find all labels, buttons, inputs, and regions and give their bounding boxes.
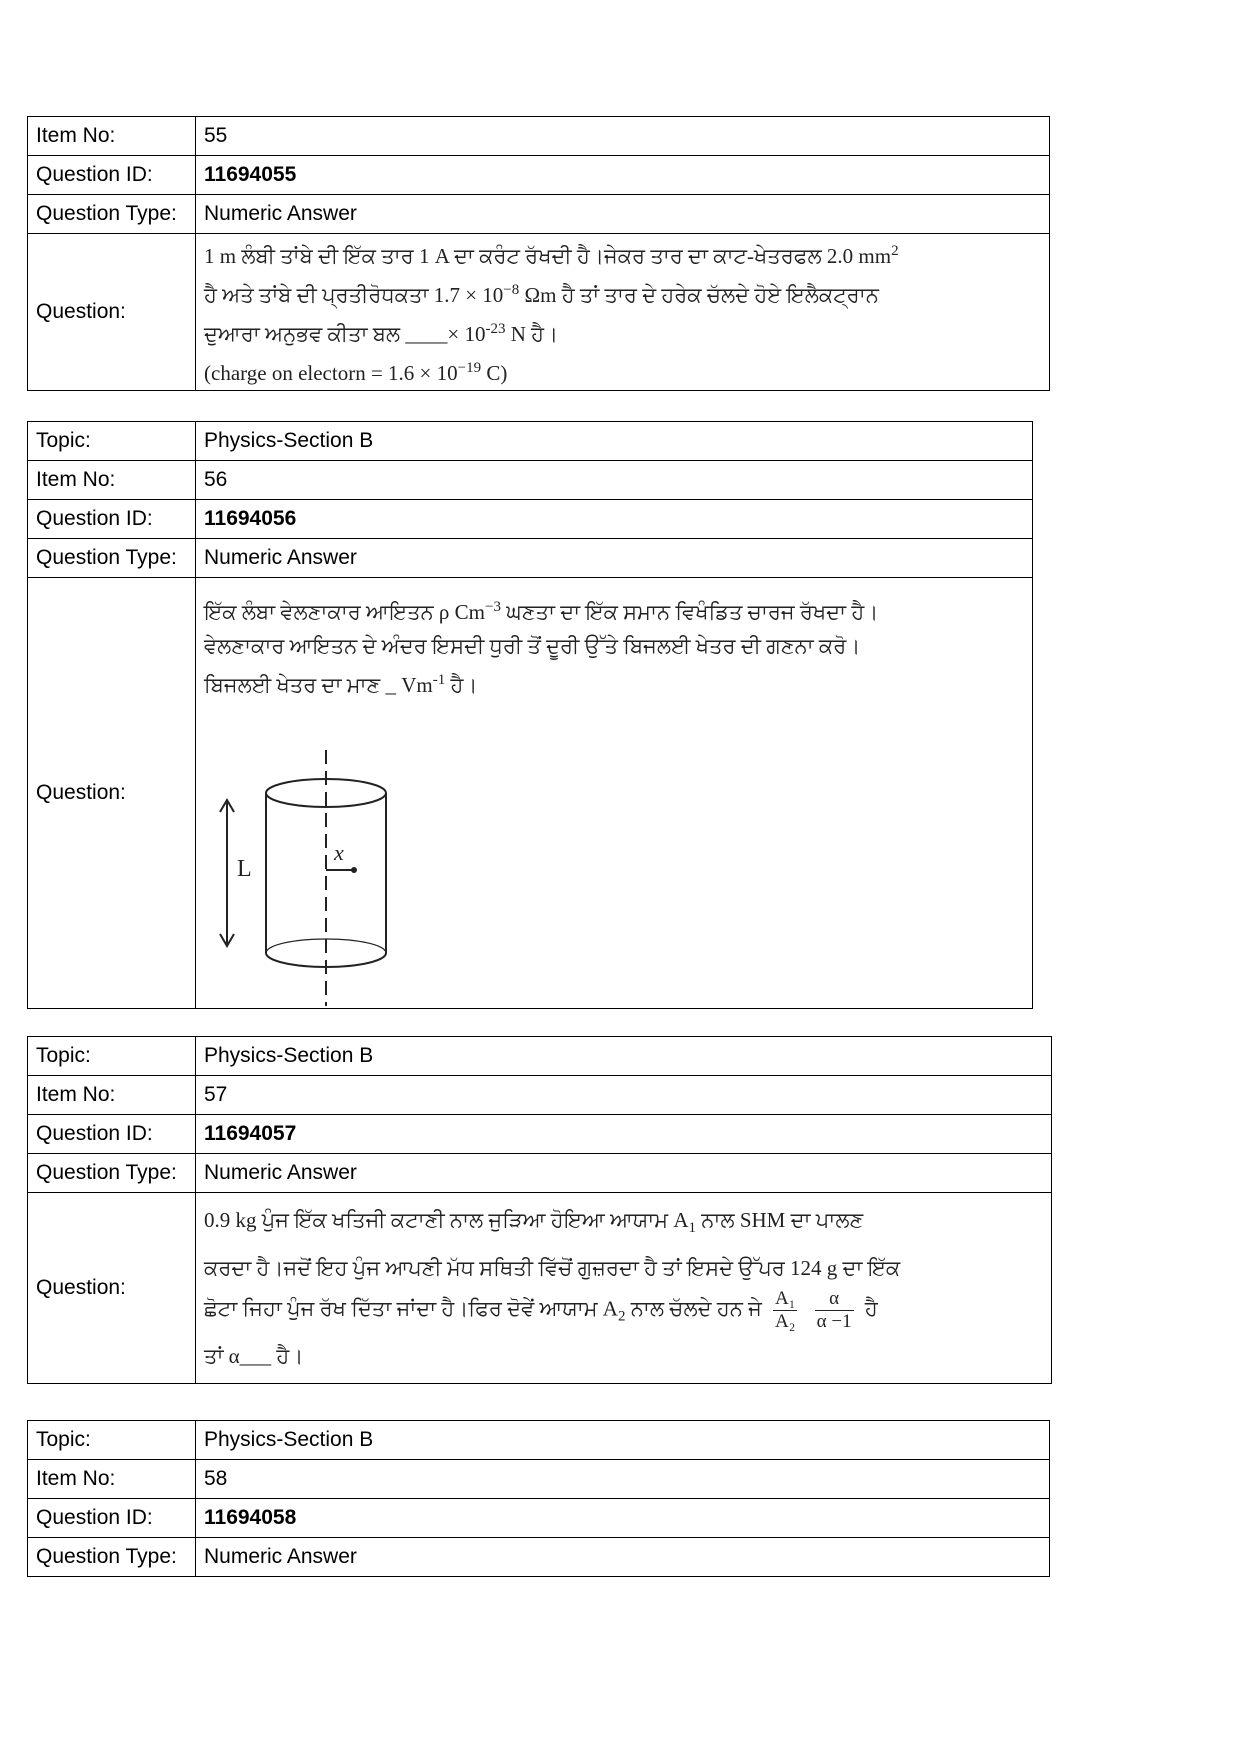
question-type-label: Question Type: xyxy=(28,195,196,234)
question-line: ਵੇਲਣਾਕਾਰ ਆਇਤਨ ਦੇ ਅੰਦਰ ਇਸਦੀ ਧੁਰੀ ਤੋਂ ਦੂਰੀ ਉੱਤੇ ਬਿਜਲਈ ਖੇਤਰ ਦੀ ਗਣਨਾ ਕਰੋ। xyxy=(204,634,861,658)
question-id-label: Question ID: xyxy=(28,500,196,539)
question-table-56 xyxy=(27,421,1033,1009)
question-line: ਕਰਦਾ ਹੈ।ਜਦੋਂ ਇਹ ਪੁੰਜ ਆਪਣੀ ਮੱਧ ਸਥਿਤੀ ਵਿੱਚੋਂ ਗੁਜ਼ਰਦਾ ਹੈ ਤਾਂ ਇਸਦੇ ਉੱਪਰ 124 g ਦਾ ਇੱਕ xyxy=(204,1255,901,1280)
question-line: 1 m ਲੰਬੀ ਤਾਂਬੇ ਦੀ ਇੱਕ ਤਾਰ 1 A ਦਾ ਕਰੰਟ ਰੱਖਦੀ ਹੈ।ਜੇਕਰ ਤਾਰ ਦਾ ਕਾਟ-ਖੇਤਰਫਲ 2.0 $mm^2$ xyxy=(204,243,899,268)
item-no-value: 57 xyxy=(196,1076,1052,1115)
question-id-label: Question ID: xyxy=(28,156,196,195)
question-label: Question: xyxy=(28,234,196,391)
ratio-fraction: $\frac{\text{A₁}}{\text{A₂}}$ xyxy=(775,1287,796,1332)
question-line: ਬਿਜਲਈ ਖੇਤਰ ਦਾ ਮਾਣ _ $Vm^{-1}$ ਹੈ। xyxy=(204,672,478,697)
question-type-value: Numeric Answer xyxy=(196,1154,1052,1193)
point-dot xyxy=(351,867,357,873)
alpha-fraction: $\frac{\alpha}{\alpha -1}$ xyxy=(816,1287,852,1332)
question-id-value: 11694057 xyxy=(196,1115,1052,1154)
item-no-label: Item No: xyxy=(28,117,196,156)
question-type-label: Question Type: xyxy=(28,1154,196,1193)
distance-label: x xyxy=(334,840,344,865)
question-id-value: 11694055 xyxy=(196,156,1050,195)
question-type-value: Numeric Answer xyxy=(196,539,1033,578)
topic-value: Physics-Section B xyxy=(196,422,1033,461)
item-no-value: 56 xyxy=(196,461,1033,500)
topic-value: Physics-Section B xyxy=(196,1037,1052,1076)
question-type-value: Numeric Answer xyxy=(196,195,1050,234)
question-type-value: Numeric Answer xyxy=(196,1538,1050,1577)
question-line: ਹੈ ਅਤੇ ਤਾਂਬੇ ਦੀ ਪ੍ਰਤੀਰੋਧਕਤਾ $1.7 \times 10^{-8}$ Ωm ਹੈ ਤਾਂ ਤਾਰ ਦੇ ਹਰੇਕ ਚੱਲਦੇ ਹੋਏ ਇਲੈਕਟ੍ਰਾਨ xyxy=(204,282,879,307)
item-no-label: Item No: xyxy=(28,1076,196,1115)
item-no-value: 55 xyxy=(196,117,1050,156)
question-label: Question: xyxy=(28,578,196,1009)
question-text xyxy=(196,578,1033,1009)
question-line: ਦੁਆਰਾ ਅਨੁਭਵ ਕੀਤਾ ਬਲ ____× $10^{-23}$ N ਹੈ। xyxy=(204,321,559,346)
topic-value: Physics-Section B xyxy=(196,1421,1050,1460)
question-line: 0.9 kg ਪੁੰਜ ਇੱਕ ਖਤਿਜੀ ਕਟਾਣੀ ਨਾਲ ਜੁੜਿਆ ਹੋਇਆ ਆਯਾਮ $A_1$ ਨਾਲ SHM ਦਾ ਪਾਲਣ xyxy=(204,1207,864,1236)
question-line: ਤਾਂ α___ ਹੈ। xyxy=(204,1344,304,1369)
question-id-value: 11694056 xyxy=(196,500,1033,539)
question-type-label: Question Type: xyxy=(28,1538,196,1577)
question-table-55 xyxy=(27,116,1050,391)
question-line: ਛੋਟਾ ਜਿਹਾ ਪੁੰਜ ਰੱਖ ਦਿੱਤਾ ਜਾਂਦਾ ਹੈ।ਫਿਰ ਦੋਵੇਂ ਆਯਾਮ $A_2$ ਨਾਲ ਚੱਲਦੇ ਹਨ ਜੇ $\frac{\text{A₁}}{\text{A₂}}$ $\frac{\alpha}{\alpha -1}$ ਹੈ xyxy=(204,1287,878,1332)
question-text xyxy=(196,1193,1052,1384)
topic-label: Topic: xyxy=(28,422,196,461)
topic-label: Topic: xyxy=(28,1037,196,1076)
question-line: ਇੱਕ ਲੰਬਾ ਵੇਲਣਾਕਾਰ ਆਇਤਨ ρ $Cm^{-3}$ ਘਣਤਾ ਦਾ ਇੱਕ ਸਮਾਨ ਵਿਖੰਡਿਤ ਚਾਰਜ ਰੱਖਦਾ ਹੈ। xyxy=(204,599,879,624)
question-id-label: Question ID: xyxy=(28,1115,196,1154)
question-id-value: 11694058 xyxy=(196,1499,1050,1538)
question-label: Question: xyxy=(28,1193,196,1384)
topic-label: Topic: xyxy=(28,1421,196,1460)
item-no-label: Item No: xyxy=(28,1460,196,1499)
length-label: L xyxy=(237,856,252,882)
question-table-58 xyxy=(27,1420,1050,1577)
question-table-57 xyxy=(27,1036,1052,1384)
question-id-label: Question ID: xyxy=(28,1499,196,1538)
question-line: (charge on electorn = $1.6 \times 10^{-19}$ C) xyxy=(204,360,508,385)
question-text xyxy=(196,234,1050,391)
item-no-label: Item No: xyxy=(28,461,196,500)
cylinder-figure xyxy=(204,748,404,1008)
item-no-value: 58 xyxy=(196,1460,1050,1499)
question-type-label: Question Type: xyxy=(28,539,196,578)
